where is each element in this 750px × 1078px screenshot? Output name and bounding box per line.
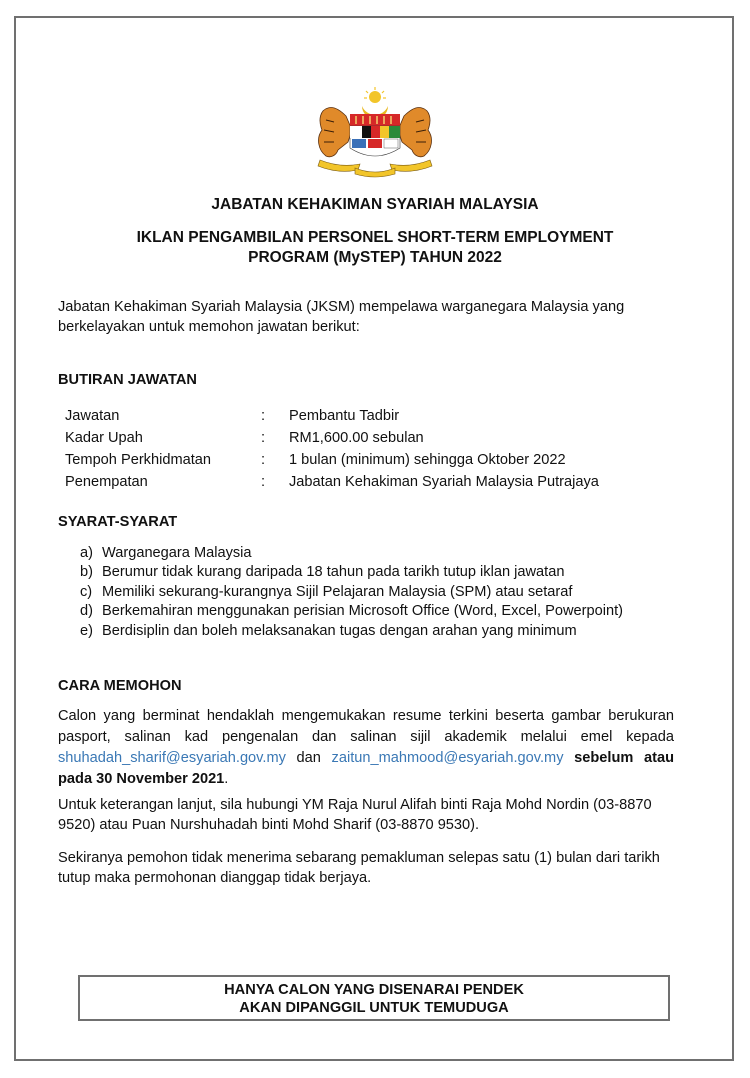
list-text: Berdisiplin dan boleh melaksanakan tugas dengan arahan yang minimum xyxy=(102,622,577,639)
detail-row xyxy=(65,427,599,449)
ad-title xyxy=(0,228,750,268)
intro-paragraph: Jabatan Kehakiman Syariah Malaysia (JKSM) mempelawa warganegara Malaysia yang berkelayakan untuk memohon jawatan berikut: xyxy=(58,299,625,335)
job-details-table xyxy=(65,405,599,493)
email-link-shuhadah[interactable]: shuhadah_sharif@esyariah.gov.my xyxy=(58,750,286,766)
email-link-zaitun[interactable]: zaitun_mahmood@esyariah.gov.my xyxy=(331,750,564,766)
apply-text: Calon yang berminat hendaklah mengemukakan resume terkini beserta gambar berukuran pasport, salinan kad pengenalan dan salinan sijil akademik melalui emel kepada xyxy=(58,708,674,745)
list-marker: a) xyxy=(80,544,93,561)
detail-label: Tempoh Perkhidmatan xyxy=(65,452,212,468)
list-marker: d) xyxy=(80,603,93,620)
list-item xyxy=(80,582,623,602)
list-text: Warganegara Malaysia xyxy=(102,544,252,561)
detail-label: Penempatan xyxy=(65,474,148,490)
ad-title-line1: IKLAN PENGAMBILAN PERSONEL SHORT-TERM EMPLOYMENT xyxy=(136,229,614,246)
detail-value: 1 bulan (minimum) sehingga Oktober 2022 xyxy=(289,452,566,468)
deadline-text: sebelum atau pada 30 November 2021 xyxy=(58,750,674,787)
requirements-heading: SYARAT-SYARAT xyxy=(58,514,178,530)
detail-colon: : xyxy=(261,452,266,468)
list-marker: b) xyxy=(80,564,93,581)
list-item xyxy=(80,602,623,622)
detail-label: Jawatan xyxy=(65,408,120,424)
list-text: Berkemahiran menggunakan perisian Microsoft Office (Word, Excel, Powerpoint) xyxy=(102,603,624,620)
list-item xyxy=(80,543,623,563)
period-text: . xyxy=(224,771,229,787)
list-marker: c) xyxy=(80,583,93,600)
list-text: Memiliki sekurang-kurangnya Sijil Pelajaran Malaysia (SPM) atau setaraf xyxy=(102,583,573,600)
detail-row xyxy=(65,471,599,493)
list-item xyxy=(80,621,623,641)
and-text: dan xyxy=(296,750,321,766)
department-title: JABATAN KEHAKIMAN SYARIAH MALAYSIA xyxy=(211,196,539,213)
detail-value: Jabatan Kehakiman Syariah Malaysia Putrajaya xyxy=(289,474,599,490)
detail-row xyxy=(65,449,599,471)
apply-paragraph xyxy=(58,706,674,790)
shortlist-notice-box xyxy=(78,975,670,1021)
list-item xyxy=(80,563,623,583)
detail-colon: : xyxy=(261,408,266,424)
detail-row xyxy=(65,405,599,427)
notice-line2: AKAN DIPANGGIL UNTUK TEMUDUGA xyxy=(239,1000,509,1016)
details-heading: BUTIRAN JAWATAN xyxy=(58,372,197,388)
apply-heading: CARA MEMOHON xyxy=(58,678,182,694)
detail-colon: : xyxy=(261,474,266,490)
notification-paragraph: Sekiranya pemohon tidak menerima sebarang pemakluman selepas satu (1) bulan dari tarikh tutup maka permohonan dianggap tidak berjaya. xyxy=(58,850,660,886)
list-marker: e) xyxy=(80,622,93,639)
malaysia-coat-of-arms-icon xyxy=(300,86,450,178)
requirements-list xyxy=(80,543,623,641)
contact-paragraph: Untuk keterangan lanjut, sila hubungi YM Raja Nurul Alifah binti Raja Mohd Nordin (03-8870 9520) atau Puan Nurshuhadah binti Mohd Sharif (03-8870 9530). xyxy=(58,797,652,833)
list-text: Berumur tidak kurang daripada 18 tahun pada tarikh tutup iklan jawatan xyxy=(102,564,565,581)
detail-value: RM1,600.00 sebulan xyxy=(289,430,424,446)
ad-title-line2: PROGRAM (MySTEP) TAHUN 2022 xyxy=(248,249,502,266)
detail-colon: : xyxy=(261,430,266,446)
detail-label: Kadar Upah xyxy=(65,430,143,446)
notice-line1: HANYA CALON YANG DISENARAI PENDEK xyxy=(224,982,524,998)
detail-value: Pembantu Tadbir xyxy=(289,408,400,424)
